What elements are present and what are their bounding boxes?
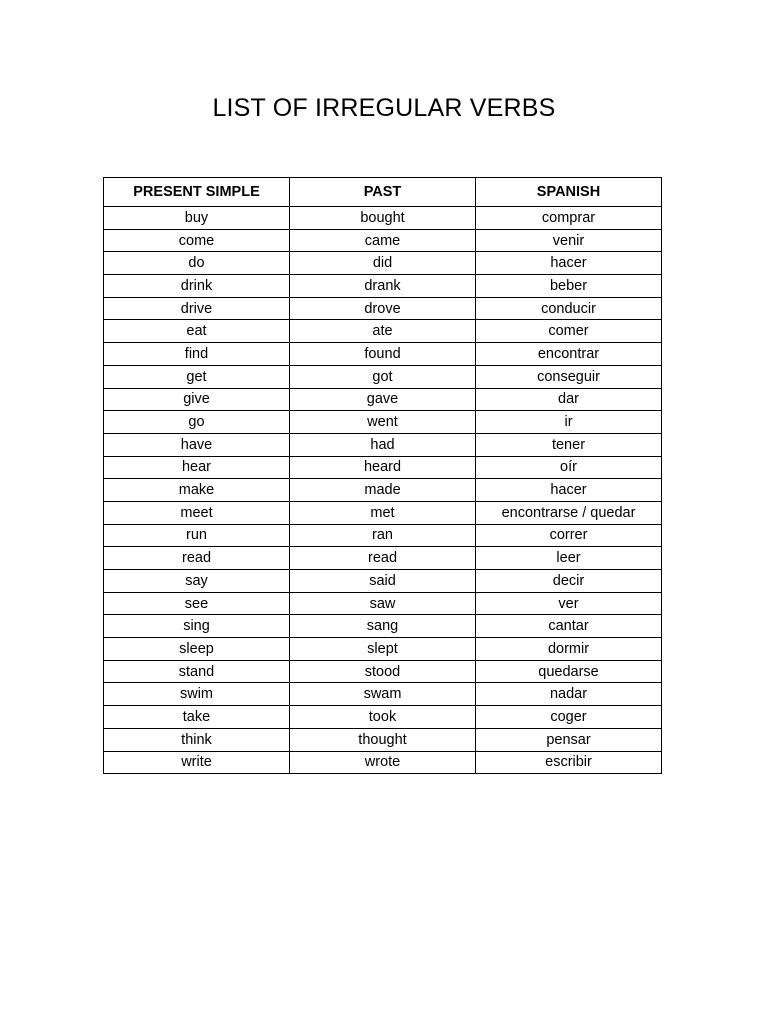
table-row <box>104 706 662 729</box>
table-row <box>104 320 662 343</box>
table-row <box>104 388 662 411</box>
cell-past: took <box>290 706 476 729</box>
cell-present-simple: say <box>104 570 290 593</box>
cell-spanish: correr <box>476 524 662 547</box>
cell-spanish: oír <box>476 456 662 479</box>
cell-past: read <box>290 547 476 570</box>
cell-present-simple: write <box>104 751 290 774</box>
cell-spanish: cantar <box>476 615 662 638</box>
header-present-simple: PRESENT SIMPLE <box>104 178 290 207</box>
cell-past: had <box>290 433 476 456</box>
cell-past: gave <box>290 388 476 411</box>
cell-present-simple: sleep <box>104 638 290 661</box>
cell-present-simple: drive <box>104 297 290 320</box>
cell-present-simple: sing <box>104 615 290 638</box>
header-spanish: SPANISH <box>476 178 662 207</box>
page-title: LIST OF IRREGULAR VERBS <box>212 94 556 122</box>
cell-present-simple: come <box>104 229 290 252</box>
cell-spanish: ver <box>476 592 662 615</box>
cell-present-simple: buy <box>104 207 290 230</box>
cell-spanish: coger <box>476 706 662 729</box>
cell-spanish: ir <box>476 411 662 434</box>
cell-past: stood <box>290 660 476 683</box>
cell-spanish: hacer <box>476 252 662 275</box>
cell-past: swam <box>290 683 476 706</box>
cell-spanish: comprar <box>476 207 662 230</box>
cell-spanish: encontrarse / quedar <box>476 501 662 524</box>
cell-spanish: dormir <box>476 638 662 661</box>
table-row <box>104 728 662 751</box>
table-row <box>104 592 662 615</box>
cell-past: went <box>290 411 476 434</box>
cell-past: found <box>290 343 476 366</box>
cell-present-simple: run <box>104 524 290 547</box>
cell-spanish: conducir <box>476 297 662 320</box>
cell-present-simple: think <box>104 728 290 751</box>
cell-past: came <box>290 229 476 252</box>
table-row <box>104 615 662 638</box>
cell-past: ate <box>290 320 476 343</box>
cell-present-simple: give <box>104 388 290 411</box>
table-row <box>104 411 662 434</box>
cell-past: thought <box>290 728 476 751</box>
table-row <box>104 229 662 252</box>
cell-present-simple: have <box>104 433 290 456</box>
table-row <box>104 252 662 275</box>
cell-past: made <box>290 479 476 502</box>
cell-present-simple: drink <box>104 275 290 298</box>
cell-past: heard <box>290 456 476 479</box>
cell-present-simple: take <box>104 706 290 729</box>
cell-present-simple: stand <box>104 660 290 683</box>
cell-spanish: beber <box>476 275 662 298</box>
cell-past: wrote <box>290 751 476 774</box>
cell-present-simple: see <box>104 592 290 615</box>
cell-spanish: pensar <box>476 728 662 751</box>
cell-spanish: nadar <box>476 683 662 706</box>
header-past: PAST <box>290 178 476 207</box>
cell-past: saw <box>290 592 476 615</box>
table-row <box>104 638 662 661</box>
table-row <box>104 275 662 298</box>
cell-present-simple: meet <box>104 501 290 524</box>
cell-past: drank <box>290 275 476 298</box>
table-row <box>104 207 662 230</box>
cell-spanish: comer <box>476 320 662 343</box>
cell-present-simple: find <box>104 343 290 366</box>
cell-spanish: decir <box>476 570 662 593</box>
cell-past: met <box>290 501 476 524</box>
cell-past: said <box>290 570 476 593</box>
table-row <box>104 456 662 479</box>
cell-spanish: hacer <box>476 479 662 502</box>
table-row <box>104 547 662 570</box>
table-row <box>104 433 662 456</box>
table-row <box>104 751 662 774</box>
irregular-verbs-table <box>103 177 662 774</box>
cell-present-simple: go <box>104 411 290 434</box>
table-row <box>104 365 662 388</box>
table-row <box>104 524 662 547</box>
table-body <box>104 207 662 774</box>
cell-present-simple: swim <box>104 683 290 706</box>
cell-spanish: venir <box>476 229 662 252</box>
cell-spanish: leer <box>476 547 662 570</box>
cell-spanish: conseguir <box>476 365 662 388</box>
table-row <box>104 570 662 593</box>
table-row <box>104 683 662 706</box>
table-row <box>104 297 662 320</box>
cell-past: did <box>290 252 476 275</box>
cell-present-simple: hear <box>104 456 290 479</box>
cell-spanish: quedarse <box>476 660 662 683</box>
cell-past: bought <box>290 207 476 230</box>
cell-past: sang <box>290 615 476 638</box>
table-row <box>104 501 662 524</box>
cell-spanish: escribir <box>476 751 662 774</box>
cell-past: slept <box>290 638 476 661</box>
cell-present-simple: make <box>104 479 290 502</box>
cell-present-simple: eat <box>104 320 290 343</box>
cell-past: drove <box>290 297 476 320</box>
cell-present-simple: do <box>104 252 290 275</box>
table-row <box>104 479 662 502</box>
cell-spanish: tener <box>476 433 662 456</box>
table-header-row <box>104 178 662 207</box>
cell-spanish: dar <box>476 388 662 411</box>
cell-spanish: encontrar <box>476 343 662 366</box>
cell-present-simple: get <box>104 365 290 388</box>
cell-past: got <box>290 365 476 388</box>
cell-present-simple: read <box>104 547 290 570</box>
table-row <box>104 343 662 366</box>
table-row <box>104 660 662 683</box>
cell-past: ran <box>290 524 476 547</box>
